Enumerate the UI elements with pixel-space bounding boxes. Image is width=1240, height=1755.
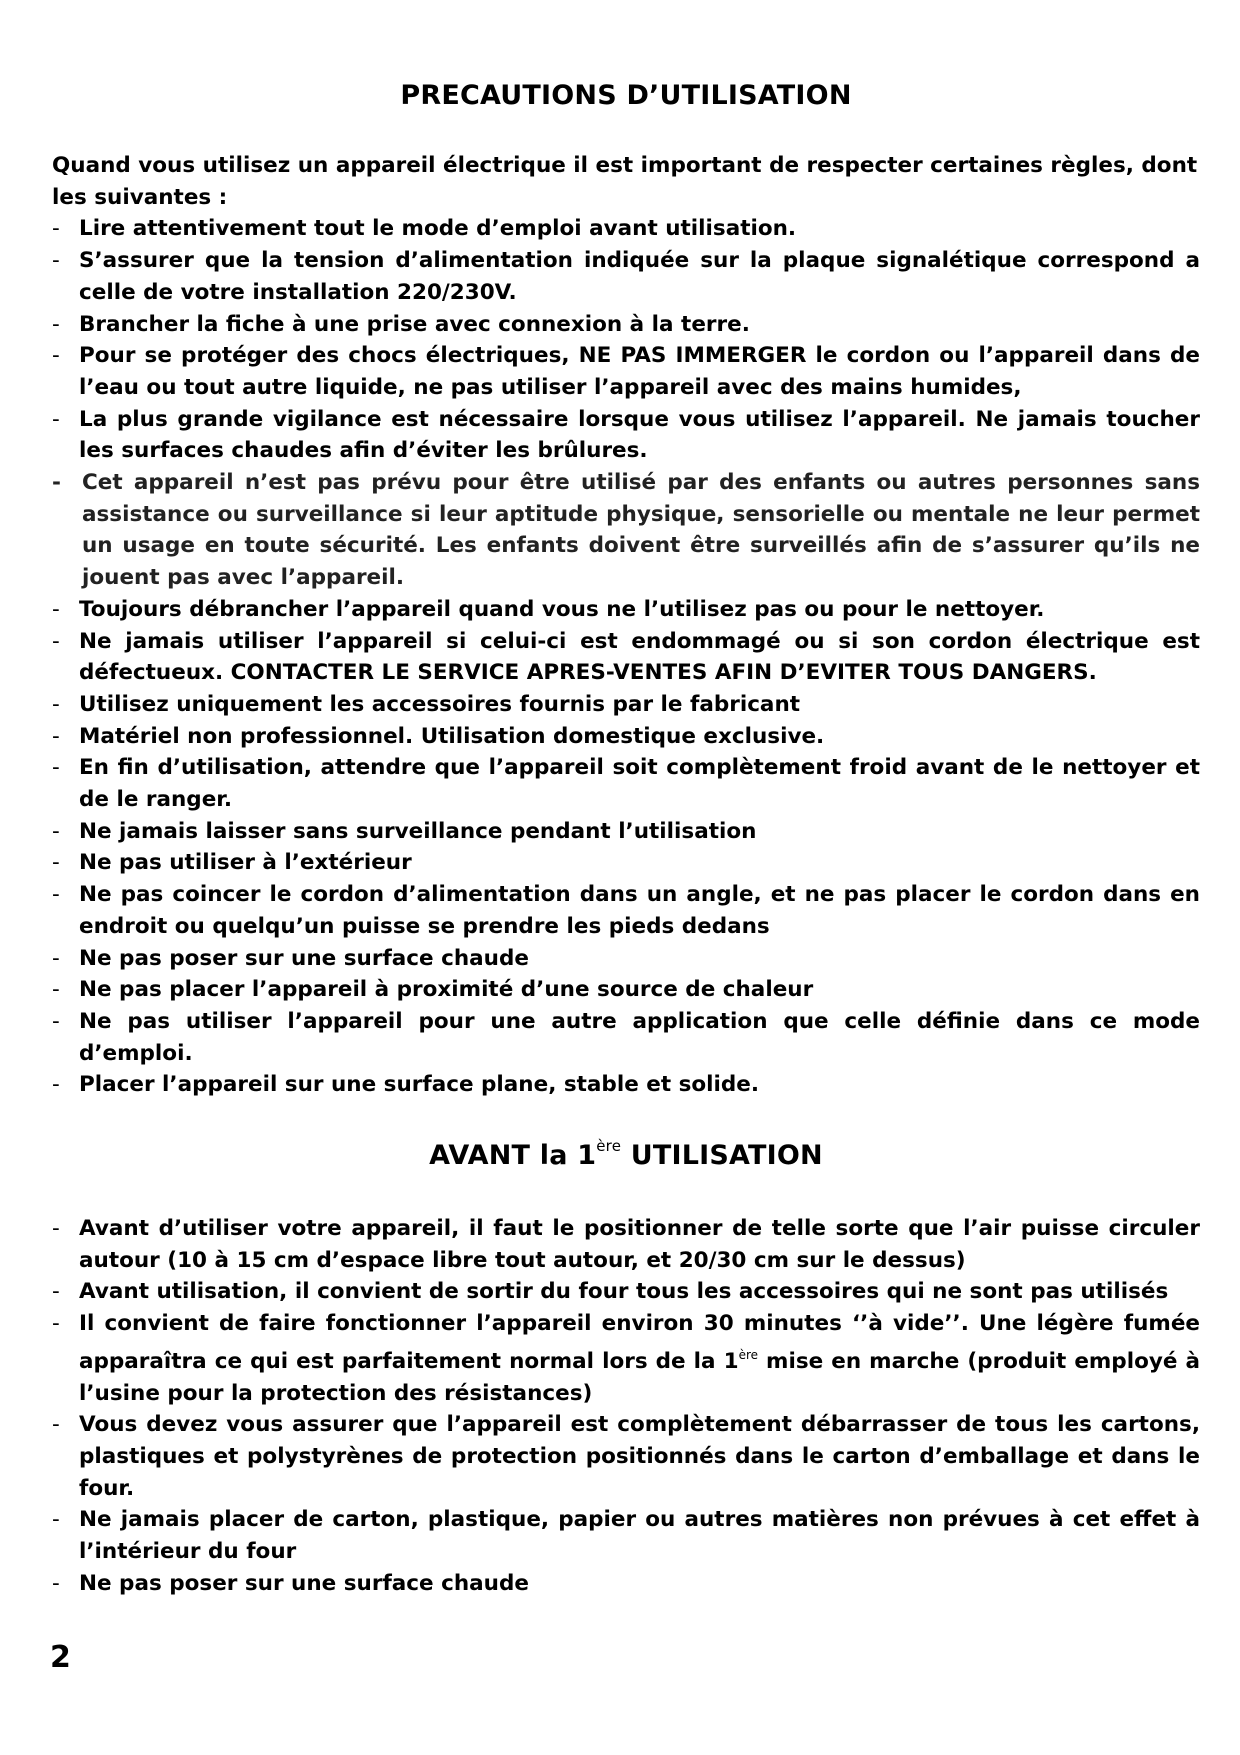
list-item: - Ne jamais placer de carton, plastique, papier ou autres matières non prévues à cet effet à l’intérieur du four [52,1504,1200,1567]
list-item [52,1308,1200,1409]
list-item: - Placer l’appareil sur une surface plane, stable et solide. [52,1069,1200,1101]
list-item: - Ne pas poser sur une surface chaude [52,943,1200,975]
list-item: - Ne pas poser sur une surface chaude [52,1568,1200,1600]
list-item: - Ne pas utiliser à l’extérieur [52,847,1200,879]
list-item: - Avant d’utiliser votre appareil, il faut le positionner de telle sorte que l’air puisse circuler autour (10 à 15 cm d’espace libre tout autour, et 20/30 cm sur le dessus) [52,1213,1200,1276]
list-item: - Utilisez uniquement les accessoires fournis par le fabricant [52,689,1200,721]
first-use-section [52,1213,1200,1599]
section-title-precautions: PRECAUTIONS D’UTILISATION [400,80,852,111]
list-item: - Ne pas placer l’appareil à proximité d’une source de chaleur [52,974,1200,1006]
title-text: UTILISATION [621,1140,823,1171]
first-use-list [52,1213,1200,1599]
list-item-superscript: ère [738,1347,758,1362]
title-superscript: ère [596,1137,622,1155]
list-item: - Vous devez vous assurer que l’appareil est complètement débarrasser de tous les cartons, plastiques et polystyrènes de protection positionnés dans le carton d’emballage et dans le four. [52,1409,1200,1504]
list-item: - Brancher la fiche à une prise avec connexion à la terre. [52,309,1200,341]
list-item: - La plus grande vigilance est nécessaire lorsque vous utilisez l’appareil. Ne jamais toucher les surfaces chaudes afin d’éviter les brûlures. [52,404,1200,467]
list-item: - Ne pas utiliser l’appareil pour une autre application que celle définie dans ce mode d’emploi. [52,1006,1200,1069]
list-item: - En fin d’utilisation, attendre que l’appareil soit complètement froid avant de le nettoyer et de le ranger. [52,752,1200,815]
title-text: AVANT la 1 [429,1140,597,1171]
precautions-list [52,213,1200,1101]
list-item: - Ne jamais utiliser l’appareil si celui-ci est endommagé ou si son cordon électrique est défectueux. CONTACTER LE SERVICE APRES-VENTES AFIN D’EVITER TOUS DANGERS. [52,626,1200,689]
list-item: - Lire attentivement tout le mode d’emploi avant utilisation. [52,213,1200,245]
list-item: - S’assurer que la tension d’alimentation indiquée sur la plaque signalétique correspond a celle de votre installation 220/230V. [52,245,1200,308]
list-item: - Cet appareil n’est pas prévu pour être utilisé par des enfants ou autres personnes sans assistance ou surveillance si leur aptitude physique, sensorielle ou mentale ne leur permet un usage en toute sécurité. Les enfants doivent être surveillés afin de s’assurer qu’ils ne jouent pas avec l’appareil. [52,467,1200,594]
list-item: - Avant utilisation, il convient de sortir du four tous les accessoires qui ne sont pas utilisés [52,1276,1200,1308]
list-item: - Pour se protéger des chocs électriques, NE PAS IMMERGER le cordon ou l’appareil dans de l’eau ou tout autre liquide, ne pas utiliser l’appareil avec des mains humides, [52,340,1200,403]
list-item: - Toujours débrancher l’appareil quand vous ne l’utilisez pas ou pour le nettoyer. [52,594,1200,626]
intro-paragraph: Quand vous utilisez un appareil électrique il est important de respecter certaines règles, dont les suivantes : [52,153,1198,210]
list-item: - Ne pas coincer le cordon d’alimentation dans un angle, et ne pas placer le cordon dans en endroit ou quelqu’un puisse se prendre les pieds dedans [52,879,1200,942]
list-item-text: mise en marche (produit employé à l’usine pour la protection des résistances) [79,1348,1200,1406]
page-number: 2 [50,1640,71,1675]
list-item: - Ne jamais laisser sans surveillance pendant l’utilisation [52,816,1200,848]
section-title-first-use [52,1137,1200,1171]
list-item-text: Il convient de faire fonctionner l’appareil environ 30 minutes ‘’à vide’’. Une légère fumée apparaîtra ce qui est parfaitement normal lors de la 1 [79,1311,1200,1374]
precautions-section [52,150,1200,1101]
list-item: - Matériel non professionnel. Utilisation domestique exclusive. [52,721,1200,753]
